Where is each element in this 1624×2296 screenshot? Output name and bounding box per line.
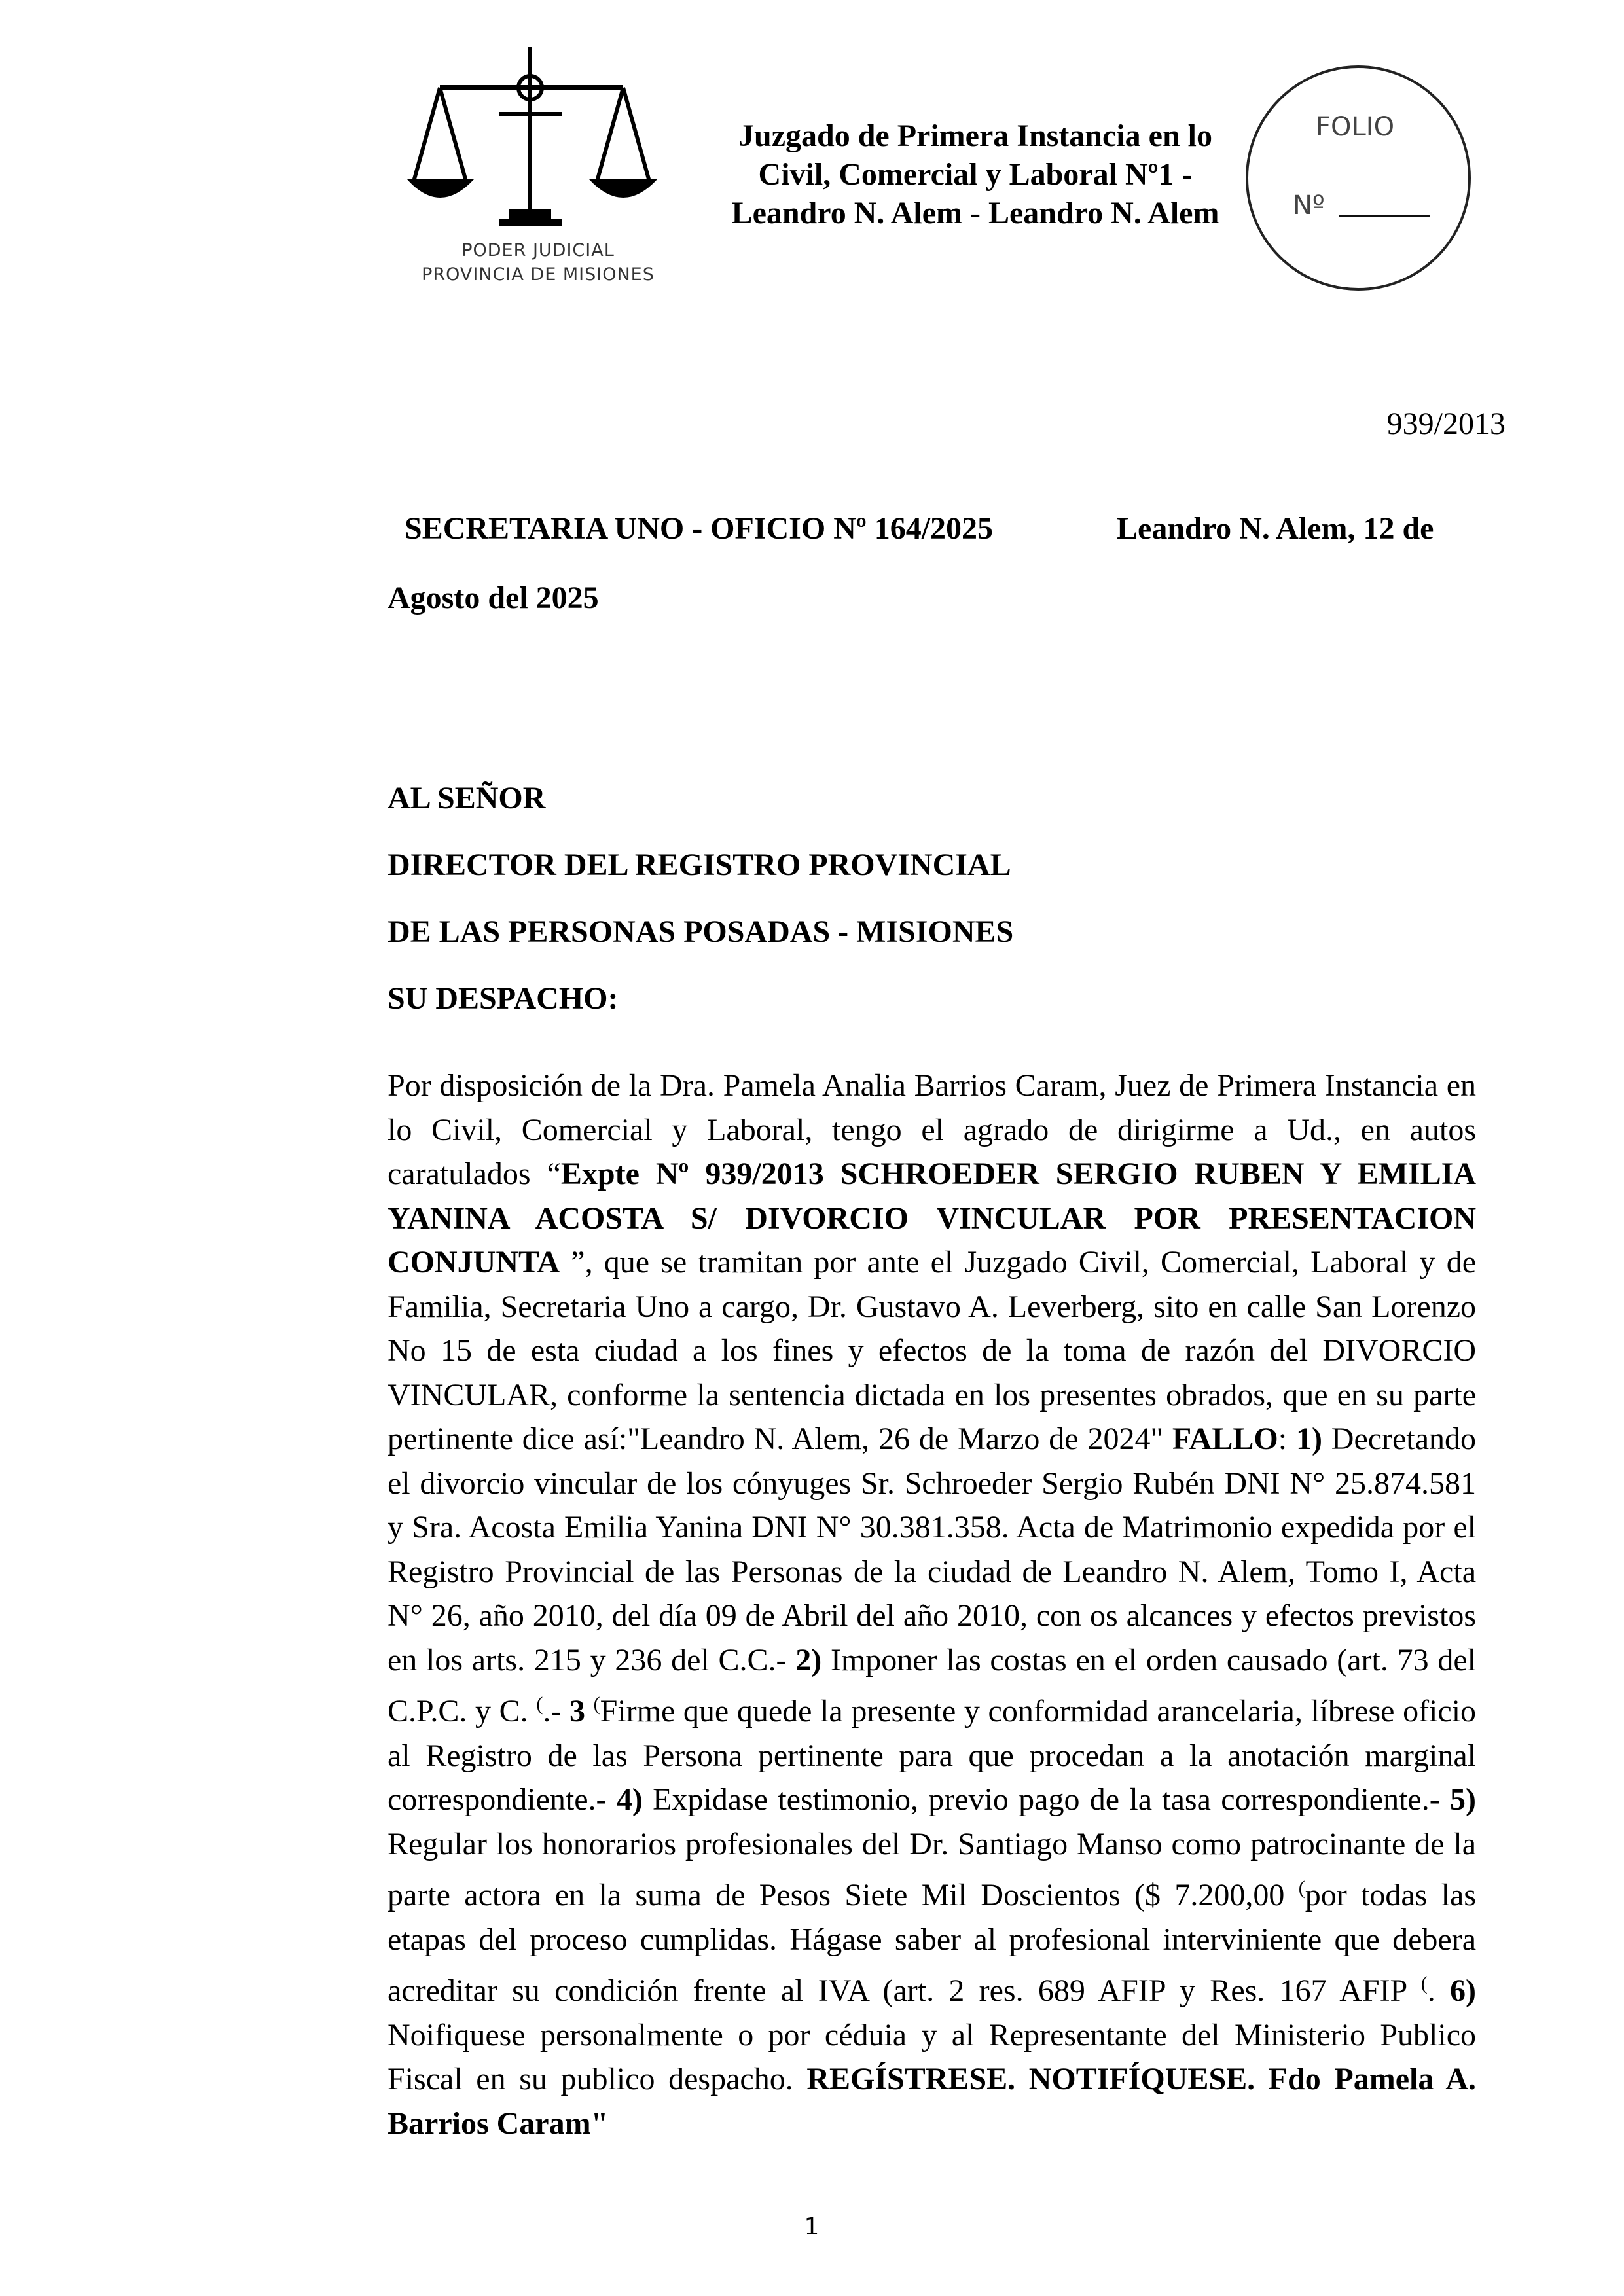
expediente-number: 939/2013	[1386, 406, 1506, 441]
fallo-colon: :	[1278, 1422, 1296, 1456]
date-line-1: Leandro N. Alem, 12 de	[1117, 511, 1434, 546]
quote-open: “	[547, 1157, 561, 1191]
body-text-3b: .-	[543, 1694, 569, 1729]
item-1-marker: 1)	[1295, 1422, 1322, 1456]
body-text-2: Decretando el divorcio vincular de los cónyuges Sr. Schroeder Sergio Rubén DNI N° 25.874.581 y Sra. Acosta Emilia Yanina DNI N° 30.381.358. Acta de Matrimonio expedida por el Registro Provincial de las Personas de la ciudad de Leandro N. Alem, Tomo I, Acta N° 26, año 2010, del día 09 de Abril del año 2010, con os alcances y efectos previstos en los arts. 215 y 236 del C.C.-	[388, 1422, 1477, 1677]
paren-mark-b: (	[593, 1693, 600, 1715]
item-6-marker: 6)	[1450, 1973, 1477, 2008]
logo-caption-judiciary: PODER JUDICIAL	[461, 240, 615, 260]
court-logo	[401, 41, 676, 289]
fallo-heading: FALLO	[1172, 1422, 1278, 1456]
closing-signature: REGÍSTRESE. NOTIFÍQUESE. Fdo Pamela A. Barrios Caram"	[388, 2062, 1476, 2141]
body-text-8: Noifiquese personalmente o por céduia y al Representante del Ministerio Publico Fiscal en su publico despacho.	[388, 2017, 1476, 2096]
body-text-6: Regular los honorarios profesionales del Dr. Santiago Manso como patrocinante de la parte actora en la suma de Pesos Siete Mil Doscientos ($ 7.200,00	[388, 1826, 1476, 1912]
scales-of-justice-icon	[401, 41, 676, 237]
paren-mark-a: (	[536, 1693, 543, 1715]
body-text	[388, 1064, 1476, 2145]
addressee-line-1: AL SEÑOR	[388, 781, 546, 816]
folio-label: FOLIO	[1316, 112, 1395, 142]
body-text-7: por todas las etapas del proceso cumplidas. Hágase saber al profesional interviniente que debera acreditar su condición frente al IVA (art. 2 res. 689 AFIP y Res. 167 AFIP	[388, 1878, 1476, 2008]
body-text-5: Expidase testimonio, previo pago de la tasa correspondiente.-	[642, 1782, 1451, 1817]
item-2-marker: 2)	[795, 1642, 822, 1677]
court-name-line-3: Leandro N. Alem - Leandro N. Alem	[731, 196, 1219, 230]
folio-stamp	[1240, 60, 1476, 296]
logo-caption-province: PROVINCIA DE MISIONES	[422, 264, 655, 285]
court-name	[681, 117, 1270, 232]
folio-number-label: Nº	[1293, 190, 1325, 221]
item-5-marker: 5)	[1450, 1782, 1476, 1817]
paren-mark-d: (	[1420, 1973, 1428, 1994]
item-4-marker: 4)	[616, 1782, 643, 1817]
addressee-line-4: SU DESPACHO:	[388, 981, 619, 1016]
addressee-line-3: DE LAS PERSONAS POSADAS - MISIONES	[388, 914, 1014, 949]
body-text-7b: .	[1427, 1973, 1451, 2008]
date-line-2: Agosto del 2025	[388, 581, 599, 615]
page-number: 1	[804, 2214, 820, 2240]
quote-close: ”,	[560, 1245, 593, 1280]
court-name-line-2: Civil, Comercial y Laboral Nº1 -	[758, 157, 1193, 192]
body-text-1: que se tramitan por ante el Juzgado Civil, Comercial, Laboral y de Familia, Secretaria Uno a cargo, Dr. Gustavo A. Leverberg, sito en calle San Lorenzo No 15 de esta ciudad a los fines y efectos de la toma de razón del DIVORCIO VINCULAR, conforme la sentencia dictada en los presentes obrados, que en su parte pertinente dice así:"Leandro N. Alem, 26 de Marzo de 2024"	[388, 1245, 1476, 1456]
addressee-line-2: DIRECTOR DEL REGISTRO PROVINCIAL	[388, 848, 1011, 882]
body-text-4: Firme que quede la presente y conformidad arancelaria, líbrese oficio al Registro de las Persona pertinente para que procedan a la anotación marginal correspondiente.-	[388, 1694, 1477, 1817]
body-intro: Por disposición de la Dra. Pamela Analia Barrios Caram, Juez de Primera Instancia en lo Civil, Comercial y Laboral, tengo el agrado de dirigirme a Ud., en autos caratulados	[388, 1068, 1476, 1191]
item-3-marker: 3	[569, 1694, 585, 1729]
office-number: SECRETARIA UNO - OFICIO Nº 164/2025	[405, 511, 994, 546]
paren-mark-c: (	[1298, 1877, 1305, 1899]
court-name-line-1: Juzgado de Primera Instancia en lo	[738, 118, 1212, 153]
body-paragraph	[388, 1064, 1476, 2145]
case-title: Expte Nº 939/2013 SCHROEDER SERGIO RUBEN Y EMILIA YANINA ACOSTA S/ DIVORCIO VINCULAR POR PRESENTACION CONJUNTA	[388, 1157, 1477, 1280]
body-text-3: Imponer las costas en el orden causado (art. 73 del C.P.C. y C.	[388, 1642, 1477, 1729]
